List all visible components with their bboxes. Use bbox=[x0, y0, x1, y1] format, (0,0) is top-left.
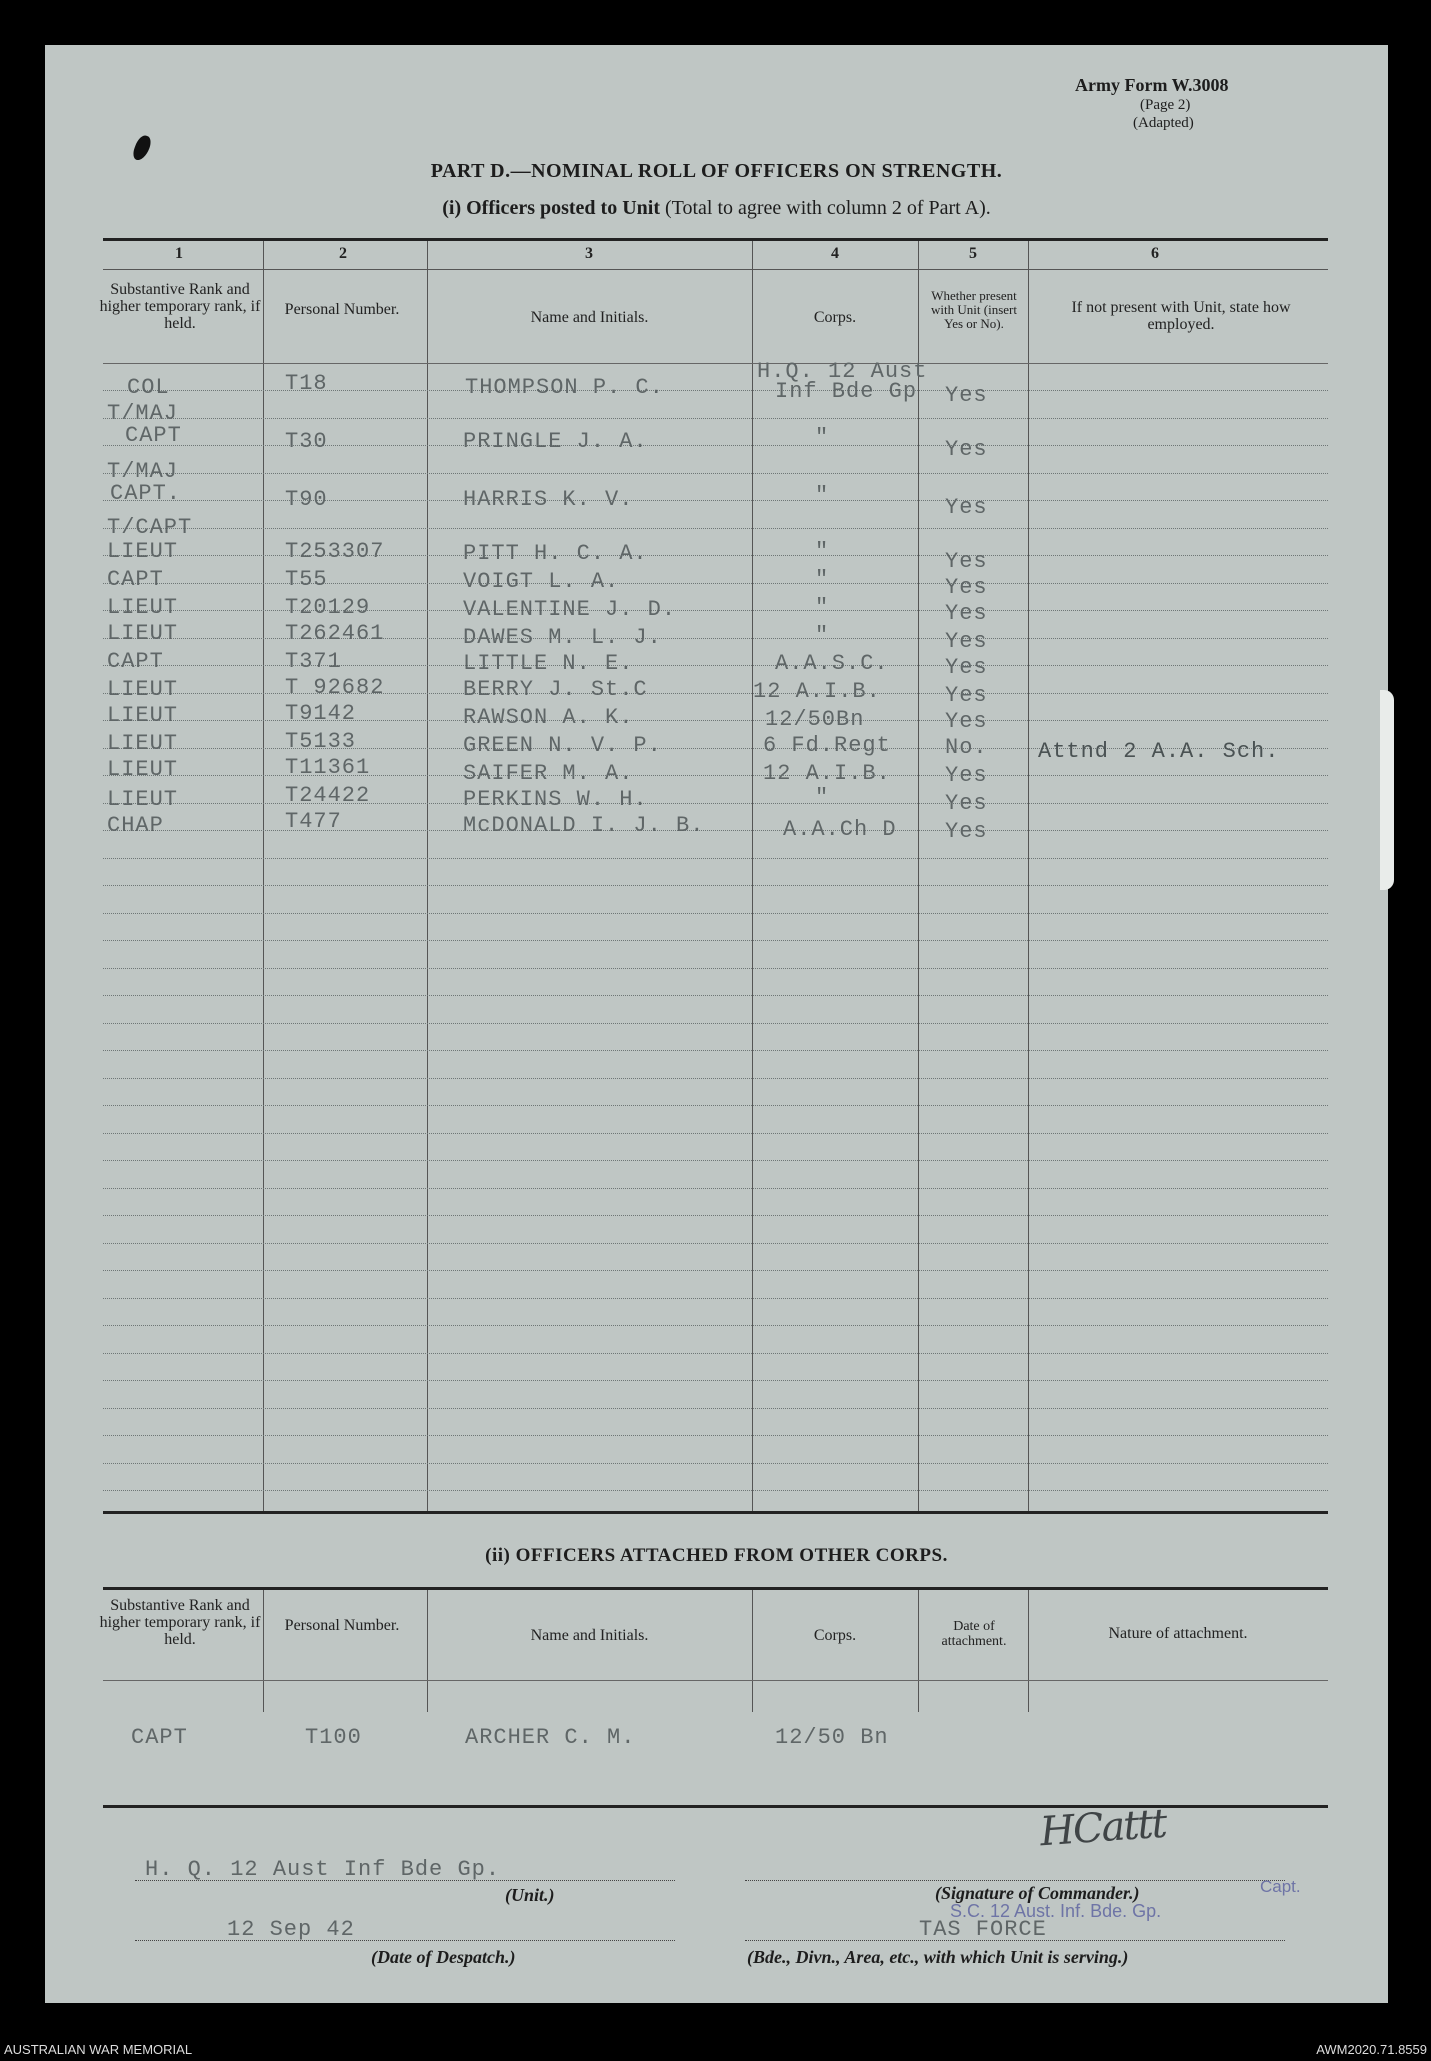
table-top-rule bbox=[103, 238, 1328, 241]
name-cell: RAWSON A. K. bbox=[463, 705, 634, 730]
col-divider bbox=[752, 1590, 753, 1712]
header-ii-rank: Substantive Rank and higher temporary rank, if held. bbox=[99, 1597, 261, 1648]
name-cell: PRINGLE J. A. bbox=[463, 429, 648, 454]
rank-cell: LIEUT bbox=[107, 787, 179, 812]
rank-cell: CAPT bbox=[107, 649, 164, 674]
present-cell: Yes bbox=[945, 437, 988, 462]
corps-cell: " bbox=[815, 623, 830, 648]
name-cell: LITTLE N. E. bbox=[463, 651, 634, 676]
rank-cell: T/MAJ bbox=[107, 401, 179, 426]
rank-cell: LIEUT bbox=[107, 757, 179, 782]
form-sheet bbox=[45, 45, 1388, 2003]
unit-label: (Unit.) bbox=[505, 1885, 555, 1905]
present-cell: Yes bbox=[945, 763, 988, 788]
name-cell: VOIGT L. A. bbox=[463, 569, 620, 594]
ruled-line bbox=[103, 1050, 1328, 1051]
ruled-line bbox=[103, 1270, 1328, 1271]
name-cell: PERKINS W. H. bbox=[463, 787, 648, 812]
corps-cell: 12 A.I.B. bbox=[753, 679, 881, 704]
rank-cell-line2: LIEUT bbox=[107, 539, 179, 564]
page-tab bbox=[1380, 690, 1394, 890]
rank-cell: CAPT bbox=[107, 567, 164, 592]
header-ii-date: Date of attachment. bbox=[941, 1619, 1007, 1649]
part-d-subtitle bbox=[45, 197, 1388, 220]
unit-line bbox=[135, 1880, 675, 1881]
header-bottom-line bbox=[103, 363, 1328, 364]
ruled-line bbox=[103, 1215, 1328, 1216]
rank-cell: CAPT bbox=[131, 1725, 188, 1750]
ruled-line bbox=[103, 885, 1328, 886]
number-cell: T9142 bbox=[285, 701, 357, 726]
col-number: 1 bbox=[175, 245, 183, 262]
name-cell: McDONALD I. J. B. bbox=[463, 813, 705, 838]
present-cell: Yes bbox=[945, 495, 988, 520]
form-adapted: (Adapted) bbox=[1133, 115, 1194, 131]
corps-cell: " bbox=[815, 567, 830, 592]
header-divider bbox=[103, 269, 1328, 270]
number-cell: T55 bbox=[285, 567, 328, 592]
ruled-line bbox=[103, 1160, 1328, 1161]
rank-cell-line2: CAPT bbox=[125, 423, 182, 448]
ruled-line bbox=[103, 1188, 1328, 1189]
name-cell: BERRY J. St.C bbox=[463, 677, 648, 702]
number-cell: T477 bbox=[285, 809, 342, 834]
col-divider bbox=[918, 1590, 919, 1712]
corps-cell: " bbox=[815, 483, 830, 508]
ruled-line bbox=[103, 528, 1328, 529]
present-cell: Yes bbox=[945, 549, 988, 574]
corps-cell: " bbox=[815, 595, 830, 620]
header-number: Personal Number. bbox=[284, 301, 400, 318]
number-cell: T 92682 bbox=[285, 675, 385, 700]
employed-cell: Attnd 2 A.A. Sch. bbox=[1038, 739, 1280, 764]
header-ii-name: Name and Initials. bbox=[530, 1627, 649, 1644]
present-cell: Yes bbox=[945, 383, 988, 408]
corps-cell: 12 A.I.B. bbox=[763, 761, 891, 786]
header-ii-bottom-line bbox=[103, 1680, 1328, 1681]
header-corps: Corps. bbox=[813, 309, 857, 326]
part-ii-title: (ii) OFFICERS ATTACHED FROM OTHER CORPS. bbox=[485, 1545, 948, 1566]
serving-value: TAS FORCE bbox=[919, 1917, 1047, 1942]
present-cell: Yes bbox=[945, 683, 988, 708]
col-divider bbox=[263, 241, 264, 1511]
ruled-line bbox=[103, 1243, 1328, 1244]
number-cell: T262461 bbox=[285, 621, 385, 646]
corps-cell: 6 Fd.Regt bbox=[763, 733, 891, 758]
number-cell: T11361 bbox=[285, 755, 371, 780]
date-label: (Date of Despatch.) bbox=[371, 1947, 516, 1967]
col-divider bbox=[918, 241, 919, 1511]
present-cell: Yes bbox=[945, 575, 988, 600]
present-cell: Yes bbox=[945, 601, 988, 626]
rank-cell: CHAP bbox=[107, 813, 164, 838]
ruled-line bbox=[103, 418, 1328, 419]
corps-cell: H.Q. 12 Aust bbox=[757, 359, 928, 384]
number-cell: T18 bbox=[285, 371, 328, 396]
ruled-line bbox=[103, 968, 1328, 969]
col-divider bbox=[1028, 1590, 1029, 1712]
ruled-line bbox=[103, 1380, 1328, 1381]
date-line bbox=[135, 1940, 675, 1941]
ruled-line bbox=[103, 1408, 1328, 1409]
rank-cell: LIEUT bbox=[107, 621, 179, 646]
part-d-title: PART D.—NOMINAL ROLL OF OFFICERS ON STRENGTH. bbox=[430, 160, 1003, 182]
stamp-rank: Capt. bbox=[1260, 1877, 1301, 1896]
ruled-line bbox=[103, 1490, 1328, 1491]
col-divider bbox=[427, 1590, 428, 1712]
header-present: Whether present with Unit (insert Yes or No). bbox=[931, 288, 1017, 331]
table-ii-top-rule bbox=[103, 1587, 1328, 1590]
commander-signature: HCattt bbox=[1038, 1800, 1168, 1856]
present-cell: Yes bbox=[945, 629, 988, 654]
header-name: Name and Initials. bbox=[530, 309, 649, 326]
archive-id: AWM2020.71.8559 bbox=[1316, 2042, 1427, 2057]
table-bottom-rule bbox=[103, 1511, 1328, 1514]
rank-cell: T/MAJ bbox=[107, 459, 179, 484]
ruled-line bbox=[103, 1325, 1328, 1326]
corps-cell: A.A.Ch D bbox=[783, 817, 897, 842]
header-ii-nature: Nature of attachment. bbox=[1108, 1625, 1248, 1642]
ruled-line bbox=[103, 913, 1328, 914]
unit-value: H. Q. 12 Aust Inf Bde Gp. bbox=[145, 1857, 501, 1882]
header-ii-corps: Corps. bbox=[813, 1627, 857, 1644]
number-cell: T90 bbox=[285, 487, 328, 512]
number-cell: T30 bbox=[285, 429, 328, 454]
name-cell: HARRIS K. V. bbox=[463, 487, 634, 512]
corps-cell: " bbox=[815, 785, 830, 810]
present-cell: No. bbox=[945, 735, 988, 760]
ruled-line bbox=[103, 473, 1328, 474]
name-cell: SAIFER M. A. bbox=[463, 761, 634, 786]
corps-cell: 12/50Bn bbox=[765, 707, 865, 732]
rank-cell-line2: CAPT. bbox=[110, 481, 182, 506]
present-cell: Yes bbox=[945, 709, 988, 734]
col-number: 4 bbox=[831, 245, 839, 262]
signature-line bbox=[745, 1880, 1285, 1881]
date-value: 12 Sep 42 bbox=[227, 1917, 355, 1942]
ink-blot bbox=[131, 133, 153, 162]
present-cell: Yes bbox=[945, 791, 988, 816]
rank-cell: LIEUT bbox=[107, 595, 179, 620]
serving-line bbox=[745, 1940, 1285, 1941]
stamp-unit: S.C. 12 Aust. Inf. Bde. Gp. bbox=[950, 1901, 1162, 1921]
col-divider bbox=[263, 1590, 264, 1712]
col-number: 2 bbox=[339, 245, 347, 262]
number-cell: T24422 bbox=[285, 783, 371, 808]
rank-cell: LIEUT bbox=[107, 703, 179, 728]
corps-cell: " bbox=[815, 425, 830, 450]
col-divider bbox=[427, 241, 428, 1511]
rank-cell: LIEUT bbox=[107, 677, 179, 702]
number-cell: T371 bbox=[285, 649, 342, 674]
ruled-line bbox=[103, 995, 1328, 996]
form-page: (Page 2) bbox=[1140, 97, 1191, 113]
ruled-line bbox=[103, 1023, 1328, 1024]
present-cell: Yes bbox=[945, 819, 988, 844]
ruled-line bbox=[103, 858, 1328, 859]
present-cell: Yes bbox=[945, 655, 988, 680]
corps-cell: " bbox=[815, 539, 830, 564]
number-cell: T253307 bbox=[285, 539, 385, 564]
name-cell: THOMPSON P. C. bbox=[465, 375, 664, 400]
ruled-line bbox=[103, 1105, 1328, 1106]
subtitle-bold: (i) Officers posted to Unit bbox=[442, 197, 660, 219]
name-cell: PITT H. C. A. bbox=[463, 541, 648, 566]
rank-cell: T/CAPT bbox=[107, 515, 193, 540]
ruled-line bbox=[103, 1133, 1328, 1134]
ruled-line bbox=[103, 1435, 1328, 1436]
col-number: 3 bbox=[585, 245, 593, 262]
signature-label: (Signature of Commander.) bbox=[935, 1883, 1140, 1903]
col-number: 5 bbox=[969, 245, 977, 262]
number-cell: T20129 bbox=[285, 595, 371, 620]
number-cell: T100 bbox=[305, 1725, 362, 1750]
archive-credit: AUSTRALIAN WAR MEMORIAL bbox=[4, 2042, 193, 2057]
corps-cell: A.A.S.C. bbox=[775, 651, 889, 676]
name-cell: VALENTINE J. D. bbox=[463, 597, 677, 622]
ruled-line bbox=[103, 1353, 1328, 1354]
serving-label: (Bde., Divn., Area, etc., with which Unit is serving.) bbox=[747, 1947, 1129, 1967]
col-divider bbox=[752, 241, 753, 1511]
col-number: 6 bbox=[1151, 245, 1159, 262]
rank-cell: LIEUT bbox=[107, 731, 179, 756]
ruled-line bbox=[103, 1298, 1328, 1299]
col-divider bbox=[1028, 241, 1029, 1511]
number-cell: T5133 bbox=[285, 729, 357, 754]
subtitle-rest: (Total to agree with column 2 of Part A). bbox=[659, 197, 991, 219]
corps-cell-line2: Inf Bde Gp bbox=[775, 379, 918, 404]
ruled-line bbox=[103, 1078, 1328, 1079]
name-cell: GREEN N. V. P. bbox=[463, 733, 662, 758]
header-rank: Substantive Rank and higher temporary rank, if held. bbox=[99, 281, 261, 332]
ruled-line bbox=[103, 1463, 1328, 1464]
header-ii-number: Personal Number. bbox=[284, 1617, 400, 1634]
rank-cell: COL bbox=[127, 375, 170, 400]
ruled-line bbox=[103, 940, 1328, 941]
name-cell: DAWES M. L. J. bbox=[463, 625, 662, 650]
name-cell: ARCHER C. M. bbox=[465, 1725, 636, 1750]
form-name: Army Form W.3008 bbox=[1075, 75, 1229, 95]
corps-cell: 12/50 Bn bbox=[775, 1725, 889, 1750]
header-employed: If not present with Unit, state how employed. bbox=[1071, 299, 1291, 333]
